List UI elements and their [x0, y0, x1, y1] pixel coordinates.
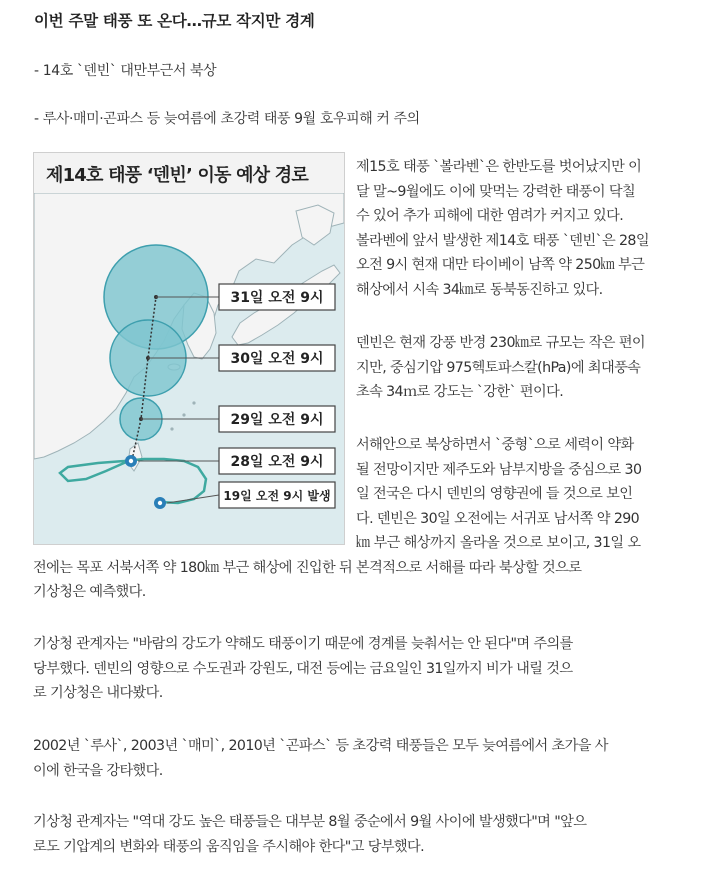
text-line: 기상청 관계자는 "바람의 강도가 약해도 태풍이기 때문에 경계를 늦춰서는 안 된다"며 주의를: [33, 636, 573, 652]
subtitle-1: - 14호 `덴빈` 대만부근서 북상: [34, 63, 217, 79]
text-line: 전에는 목포 서북서쪽 약 180㎞ 부근 해상에 진입한 뒤 본격적으로 서해를 따라 북상할 것으로: [33, 559, 582, 576]
text-line: 기상청 관계자는 "역대 강도 높은 태풍들은 대부분 8월 중순에서 9월 사이에 발생했다"며 "앞으: [33, 814, 587, 830]
typhoon-icon-origin: [154, 497, 166, 509]
text-line: 해상에서 시속 34㎞로 동북동진하고 있다.: [356, 281, 603, 298]
text-line: 제15호 태풍 `볼라벤`은 한반도를 벗어났지만 이: [356, 159, 642, 175]
label-19: [219, 482, 335, 508]
text-line: 2002년 `루사`, 2003년 `매미`, 2010년 `곤파스` 등 초강력 태풍들은 모두 늦여름에서 초가을 사: [33, 738, 608, 754]
svg-text:30일 오전 9시: 30일 오전 9시: [230, 351, 324, 367]
svg-text:29일 오전 9시: 29일 오전 9시: [230, 412, 324, 428]
text-line: 다. 덴빈은 30일 오전에는 서귀포 남서쪽 약 290: [356, 510, 640, 527]
paragraph-2: [356, 331, 701, 405]
text-line: 로 기상청은 내다봤다.: [33, 685, 163, 701]
map-title: 제14호 태풍 ‘덴빈’ 이동 예상 경로: [46, 165, 308, 186]
text-line: 일 전국은 다시 덴빈의 영향권에 들 것으로 보인: [356, 486, 633, 502]
text-line: 달 말~9월에도 이에 맞먹는 강력한 태풍이 닥칠: [356, 183, 636, 200]
text-line: ㎞ 부근 해상까지 올라올 것으로 보이고, 31일 오: [356, 535, 641, 551]
label-28: [219, 448, 335, 474]
text-line: 지만, 중심기압 975헥토파스칼(hPa)에 최대풍속: [356, 359, 641, 376]
text-line: 이에 한국을 강타했다.: [33, 762, 163, 779]
text-line: 될 전망이지만 제주도와 남부지방을 중심으로 30: [356, 461, 642, 478]
text-line: 수 있어 추가 피해에 대한 염려가 커지고 있다.: [356, 208, 624, 224]
text-line: 기상청은 예측했다.: [33, 584, 146, 600]
subtitle-2: - 루사·매미·곤파스 등 늦여름에 초강력 태풍 9월 호우피해 커 주의: [34, 111, 420, 127]
text-line: 서해안으로 북상하면서 `중형`으로 세력이 약화: [356, 437, 634, 453]
text-line: 오전 9시 현재 대만 타이베이 남쪽 약 250㎞ 부근: [356, 257, 645, 273]
svg-text:31일 오전 9시: 31일 오전 9시: [230, 290, 324, 306]
paragraph-1: [356, 155, 701, 302]
map-svg: [34, 153, 344, 544]
typhoon-icon-current: [125, 455, 137, 467]
article-title: 이번 주말 태풍 또 온다…규모 작지만 경계: [34, 12, 315, 30]
text-line: 덴빈은 현재 강풍 반경 230㎞로 규모는 작은 편이: [356, 335, 646, 351]
label-29: [219, 406, 335, 432]
paragraph-3-cont: [33, 531, 701, 605]
label-30: [219, 345, 335, 371]
svg-text:28일 오전 9시: 28일 오전 9시: [230, 454, 324, 470]
text-line: 당부했다. 덴빈의 영향으로 수도권과 강원도, 대전 등에는 금요일인 31일까지 비가 내릴 것으: [33, 660, 573, 677]
paragraph-6: [33, 810, 701, 859]
label-31: [219, 284, 335, 310]
paragraph-4: [33, 632, 701, 706]
text-line: 로도 기압계의 변화와 태풍의 움직임을 주시해야 한다"고 당부했다.: [33, 838, 425, 855]
typhoon-track-map: [33, 152, 345, 545]
text-line: 초속 34ｍ로 강도는 `강한` 편이다.: [356, 384, 564, 400]
paragraph-5: [33, 734, 701, 783]
paragraph-3-start: [356, 433, 701, 531]
svg-text:19일 오전 9시 발생: 19일 오전 9시 발생: [223, 489, 331, 503]
text-line: 볼라벤에 앞서 발생한 제14호 태풍 `덴빈`은 28일: [356, 232, 649, 249]
